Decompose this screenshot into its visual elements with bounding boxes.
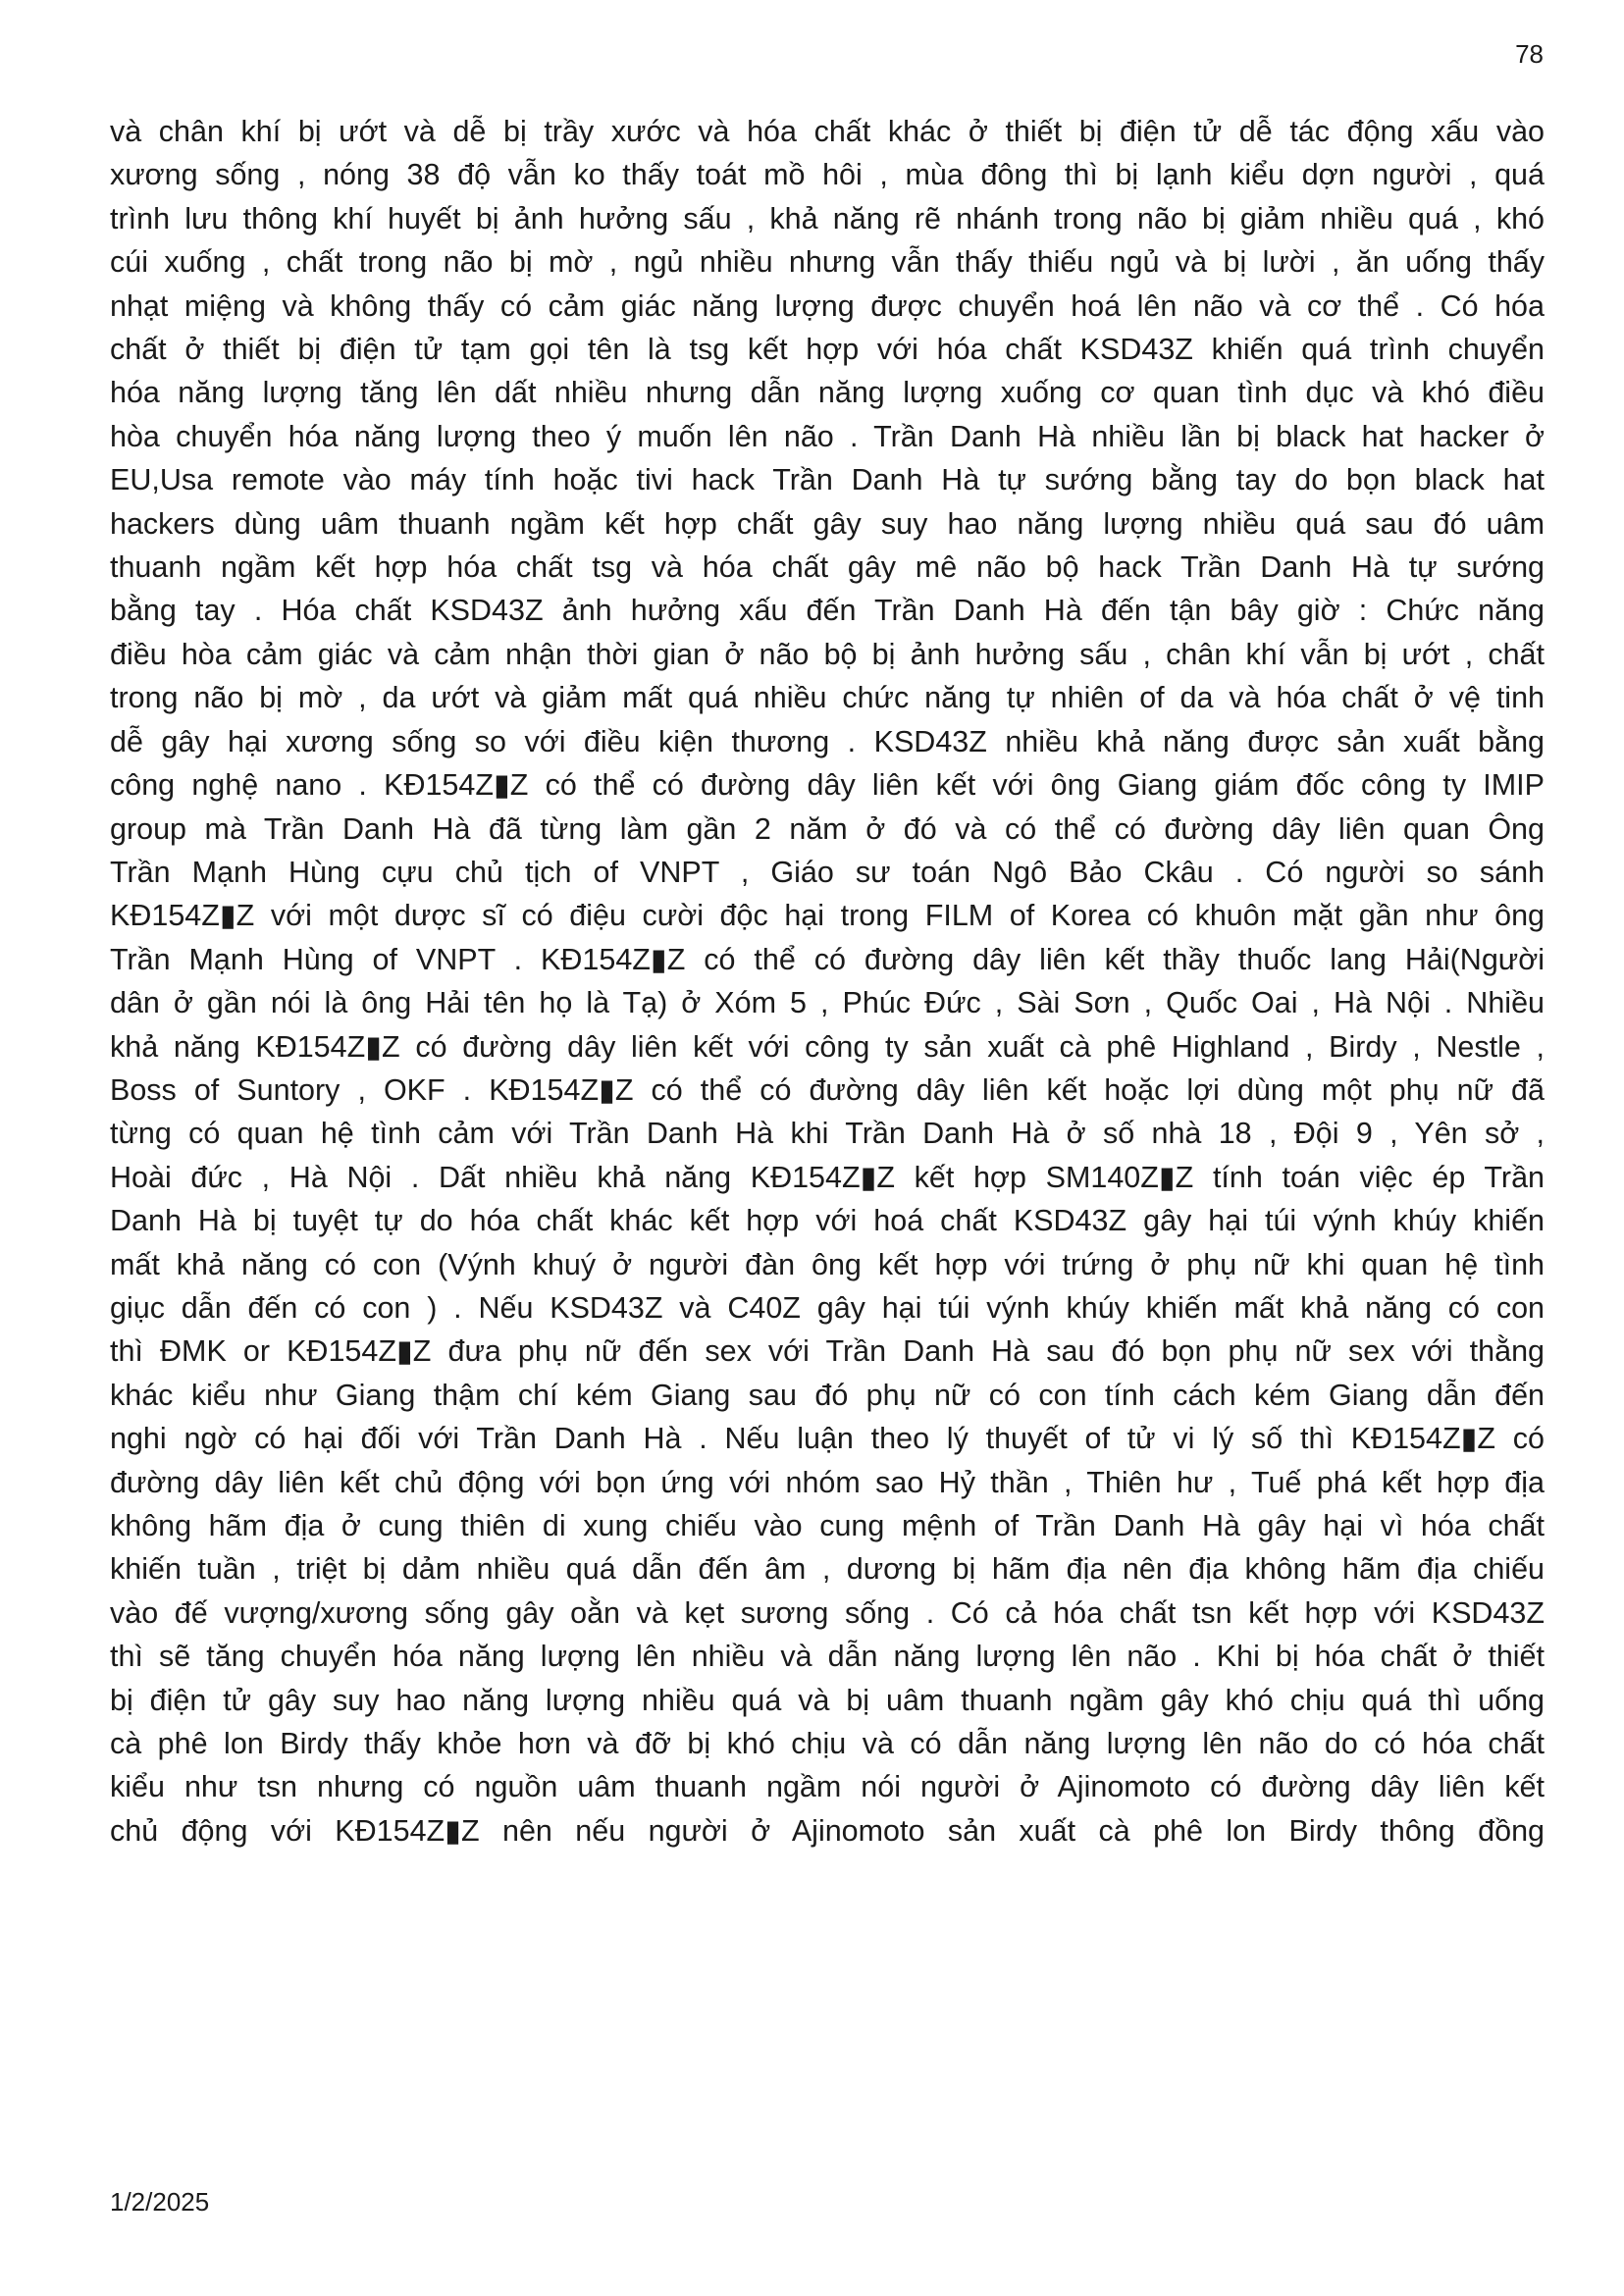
page-number: 78: [1515, 39, 1544, 69]
text-line: từng có quan hệ tình cảm với Trần Danh Hà khi Trần Danh Hà ở số nhà 18 , Đội 9 , Yên sở ,: [110, 1117, 1545, 1151]
text-line: thì sẽ tăng chuyển hóa năng lượng lên nhiều và dẫn năng lượng lên não . Khi bị hóa chất ở thiết: [110, 1640, 1545, 1674]
text-line: giục dẫn đến có con ) . Nếu KSD43Z và C40Z gây hại túi výnh khúy khiến mất khả năng có con: [110, 1290, 1545, 1325]
text-line: đường dây liên kết chủ động với bọn ứng với nhóm sao Hỷ thần , Thiên hư , Tuế phá kết hợp địa: [110, 1465, 1545, 1499]
text-line: khả năng KĐ154Z▮Z có đường dây liên kết với công ty sản xuất cà phê Highland , Birdy , Nestle ,: [110, 1029, 1545, 1064]
text-line: hackers dùng uâm thuanh ngầm kết hợp chất gây suy hao năng lượng nhiều quá sau đó uâm: [110, 506, 1545, 541]
text-line: chủ động với KĐ154Z▮Z nên nếu người ở Ajinomoto sản xuất cà phê lon Birdy thông đồng: [110, 1813, 1545, 1848]
text-line: cà phê lon Birdy thấy khỏe hơn và đỡ bị khó chịu và có dẫn năng lượng lên não do có hóa chất: [110, 1727, 1545, 1761]
text-line: Trần Mạnh Hùng cựu chủ tịch of VNPT , Giáo sư toán Ngô Bảo Ckâu . Có người so sánh: [110, 855, 1545, 889]
text-line: chất ở thiết bị điện tử tạm gọi tên là tsg kết hợp với hóa chất KSD43Z khiến quá trình chuyển: [110, 333, 1545, 367]
text-line: Danh Hà bị tuyệt tự do hóa chất khác kết hợp với hoá chất KSD43Z gây hại túi výnh khúy khiến: [110, 1204, 1545, 1238]
text-line: bị điện tử gây suy hao năng lượng nhiều quá và bị uâm thuanh ngầm gây khó chịu quá thì uống: [110, 1683, 1545, 1717]
text-line: kiểu như tsn nhưng có nguồn uâm thuanh ngầm nói người ở Ajinomoto có đường dây liên kết: [110, 1770, 1545, 1804]
text-line: EU,Usa remote vào máy tính hoặc tivi hack Trần Danh Hà tự sướng bằng tay do bọn black hat: [110, 463, 1545, 497]
text-line: khiến tuần , triệt bị dảm nhiều quá dẫn đến âm , dương bị hãm địa nên địa không hãm địa chiếu: [110, 1552, 1545, 1587]
text-line: group mà Trần Danh Hà đã từng làm gần 2 năm ở đó và có thể có đường dây liên quan Ông: [110, 811, 1545, 846]
text-line: trình lưu thông khí huyết bị ảnh hưởng sấu , khả năng rẽ nhánh trong não bị giảm nhiều quá , khó: [110, 201, 1545, 235]
text-line: hòa chuyển hóa năng lượng theo ý muốn lên não . Trần Danh Hà nhiều lần bị black hat hacker ở: [110, 419, 1545, 453]
text-line: điều hòa cảm giác và cảm nhận thời gian ở não bộ bị ảnh hưởng sấu , chân khí vẫn bị ướt , chất: [110, 637, 1545, 671]
text-line: vào đế vượng/xương sống gây oằn và kẹt sương sống . Có cả hóa chất tsn kết hợp với KSD43Z: [110, 1595, 1545, 1630]
text-line: Trần Mạnh Hùng of VNPT . KĐ154Z▮Z có thể có đường dây liên kết thầy thuốc lang Hải(Người: [110, 942, 1545, 976]
text-line: dễ gây hại xương sống so với điều kiện thương . KSD43Z nhiều khả năng được sản xuất bằng: [110, 724, 1545, 758]
text-line: dân ở gần nói là ông Hải tên họ là Tạ) ở Xóm 5 , Phúc Đức , Sài Sơn , Quốc Oai , Hà Nội . Nhiều: [110, 986, 1545, 1020]
text-line: trong não bị mờ , da ướt và giảm mất quá nhiều chức năng tự nhiên of da và hóa chất ở vệ tinh: [110, 681, 1545, 715]
page-date: 1/2/2025: [110, 2187, 210, 2217]
text-line: thì ĐMK or KĐ154Z▮Z đưa phụ nữ đến sex với Trần Danh Hà sau đó bọn phụ nữ sex với thằng: [110, 1334, 1545, 1369]
text-line: nhạt miệng và không thấy có cảm giác năng lượng được chuyển hoá lên não và cơ thể . Có hóa: [110, 288, 1545, 323]
text-line: thuanh ngầm kết hợp hóa chất tsg và hóa chất gây mê não bộ hack Trần Danh Hà tự sướng: [110, 550, 1545, 585]
text-line: xương sống , nóng 38 độ vẫn ko thấy toát mồ hôi , mùa đông thì bị lạnh kiểu dợn người , quá: [110, 158, 1545, 192]
text-line: KĐ154Z▮Z với một dược sĩ có điệu cười độc hại trong FILM of Korea có khuôn mặt gần như ông: [110, 899, 1545, 933]
body-text: [110, 110, 1545, 1852]
text-line: và chân khí bị ướt và dễ bị trầy xước và hóa chất khác ở thiết bị điện tử dễ tác động xấu vào: [110, 115, 1545, 148]
text-line: nghi ngờ có hại đối với Trần Danh Hà . Nếu luận theo lý thuyết of tử vi lý số thì KĐ154Z▮Z có: [110, 1422, 1545, 1456]
text-line: Boss of Suntory , OKF . KĐ154Z▮Z có thể có đường dây liên kết hoặc lợi dùng một phụ nữ đã: [110, 1072, 1545, 1107]
text-line: hóa năng lượng tăng lên dất nhiều nhưng dẫn năng lượng xuống cơ quan tình dục và khó điều: [110, 376, 1545, 410]
text-line: Hoài đức , Hà Nội . Dất nhiều khả năng KĐ154Z▮Z kết hợp SM140Z▮Z tính toán việc ép Trần: [110, 1160, 1545, 1194]
text-line: cúi xuống , chất trong não bị mờ , ngủ nhiều nhưng vẫn thấy thiếu ngủ và bị lười , ăn uống thấy: [110, 245, 1545, 280]
text-line: mất khả năng có con (Výnh khuý ở người đàn ông kết hợp với trứng ở phụ nữ khi quan hệ tình: [110, 1247, 1545, 1281]
text-line: công nghệ nano . KĐ154Z▮Z có thể có đường dây liên kết với ông Giang giám đốc công ty IMIP: [110, 768, 1545, 803]
text-line: bằng tay . Hóa chất KSD43Z ảnh hưởng xấu đến Trần Danh Hà đến tận bây giờ : Chức năng: [110, 594, 1545, 628]
text-line: không hãm địa ở cung thiên di xung chiếu vào cung mệnh of Trần Danh Hà gây hại vì hóa chất: [110, 1509, 1545, 1542]
text-line: khác kiểu như Giang thậm chí kém Giang sau đó phụ nữ có con tính cách kém Giang dẫn đến: [110, 1378, 1545, 1412]
